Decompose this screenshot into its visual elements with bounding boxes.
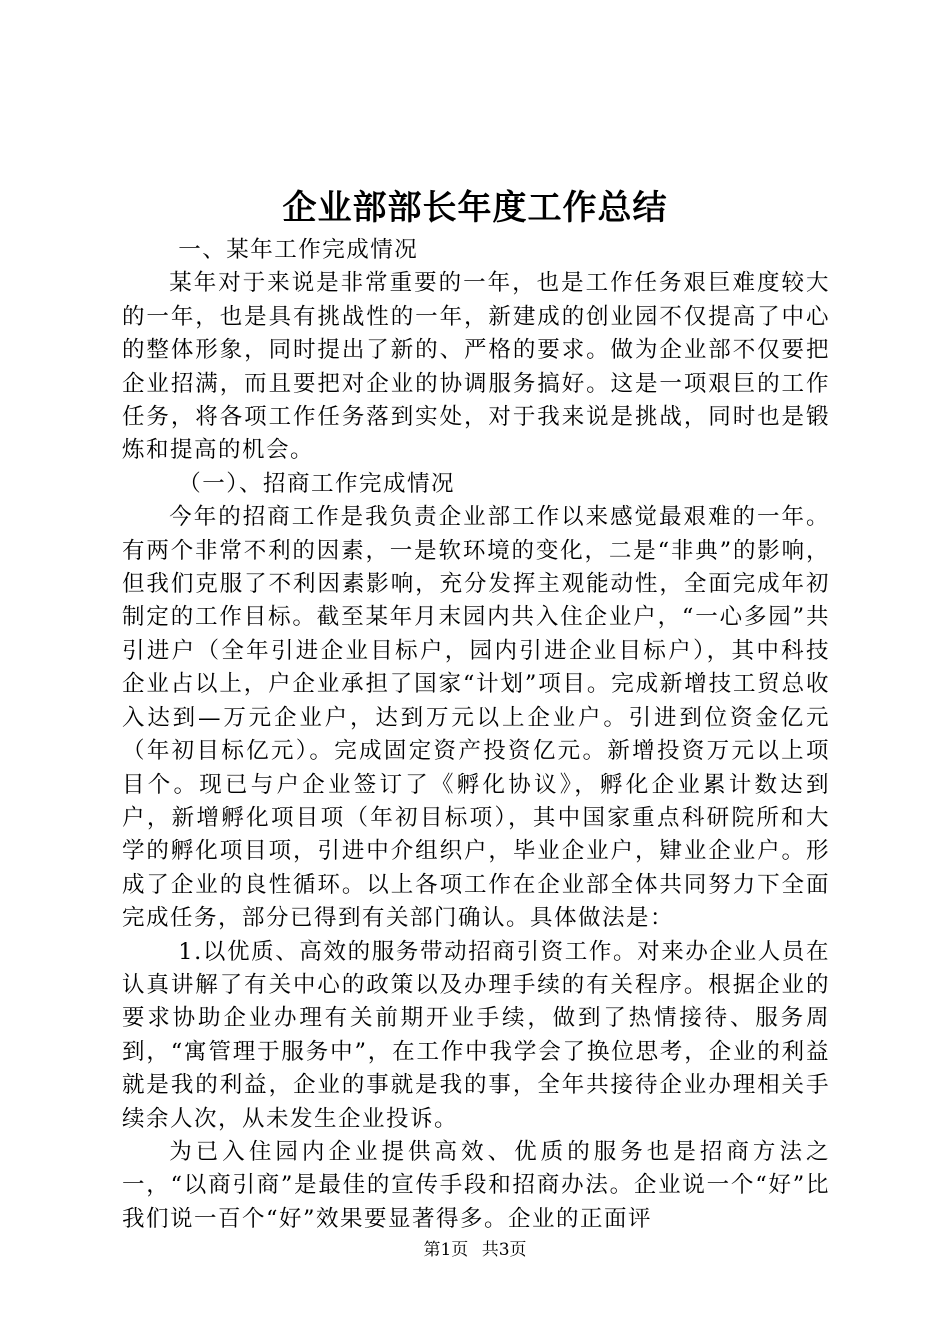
document-title: 企业部部长年度工作总结 (282, 188, 668, 228)
numbered-paragraph: 1.以优质、高效的服务带动招商引资工作。对来办企业人员在认真讲解了有关中心的政策以及办理手续的有关程序。根据企业的要求协助企业办理有关前期开业手续，做到了热情接待、服务周到，“寓管理于服务中”，在工作中我学会了换位思考，企业的利益就是我的利益，企业的事就是我的事，全年共接待企业办理相关手续余人次，从未发生企业投诉。 (122, 938, 830, 1132)
document-body (122, 234, 830, 1236)
page-number: 第1页 (423, 1240, 469, 1260)
page-total: 共3页 (481, 1240, 527, 1260)
paragraph: 今年的招商工作是我负责企业部工作以来感觉最艰难的一年。有两个非常不利的因素，一是软环境的变化，二是“非典”的影响，但我们克服了不利因素影响，充分发挥主观能动性，全面完成年初制定的工作目标。截至某年月末园内共入住企业户，“一心多园”共引进户（全年引进企业目标户，园内引进企业目标户），其中科技企业占以上，户企业承担了国家“计划”项目。完成新增技工贸总收入达到—万元企业户，达到万元以上企业户。引进到位资金亿元（年初目标亿元）。完成固定资产投资亿元。新增投资万元以上项目个。现已与户企业签订了《孵化协议》，孵化企业累计数达到户，新增孵化项目项（年初目标项），其中国家重点科研院所和大学的孵化项目项，引进中介组织户，毕业企业户，肄业企业户。形成了企业的良性循环。以上各项工作在企业部全体共同努力下全面完成任务，部分已得到有关部门确认。具体做法是： (122, 504, 830, 932)
subsection-heading: （一）、招商工作完成情况 (178, 470, 456, 497)
paragraph: 某年对于来说是非常重要的一年，也是工作任务艰巨难度较大的一年，也是具有挑战性的一年，新建成的创业园不仅提高了中心的整体形象，同时提出了新的、严格的要求。做为企业部不仅要把企业招满，而且要把对企业的协调服务搞好。这是一项艰巨的工作任务，将各项工作任务落到实处，对于我来说是挑战，同时也是锻炼和提高的机会。 (122, 270, 830, 464)
section-heading: 一、某年工作完成情况 (178, 237, 419, 263)
paragraph: 为已入住园内企业提供高效、优质的服务也是招商方法之一，“以商引商”是最佳的宣传手段和招商办法。企业说一个“好”比我们说一百个“好”效果要显著得多。企业的正面评 (122, 1138, 830, 1232)
page-footer (0, 1238, 950, 1262)
